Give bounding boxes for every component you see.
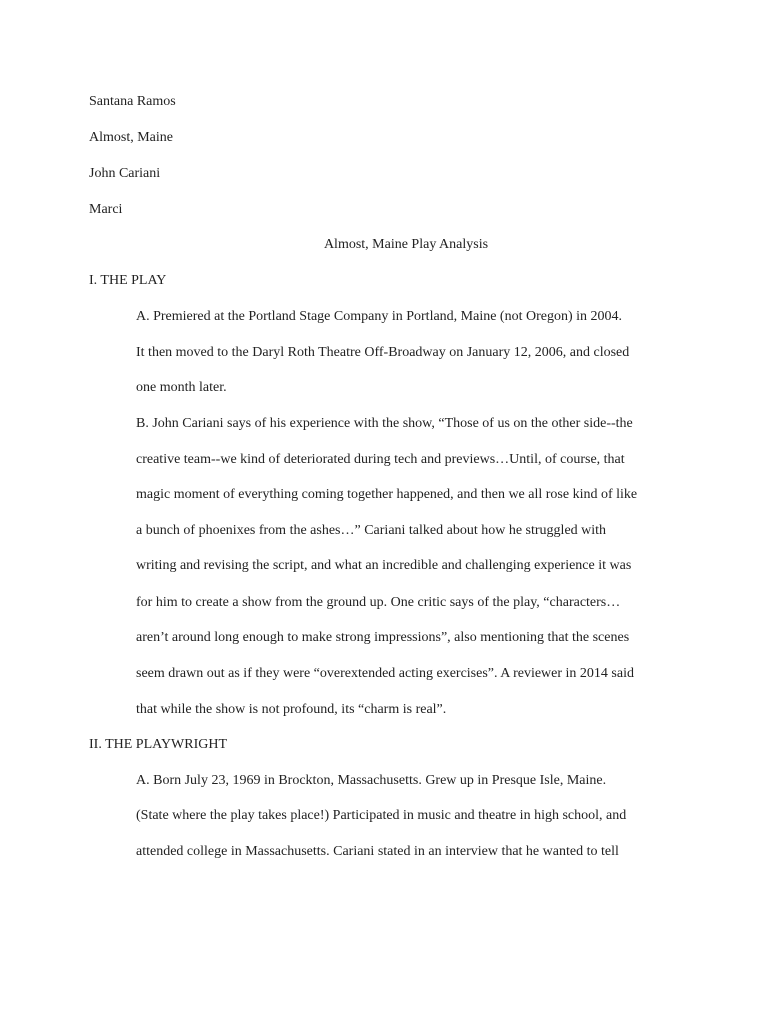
paragraph-line: A. Premiered at the Portland Stage Company in Portland, Maine (not Oregon) in 2004. [136, 309, 623, 324]
author-name: John Cariani [89, 166, 161, 181]
play-name: Almost, Maine [89, 130, 173, 145]
student-name: Santana Ramos [89, 94, 176, 109]
paragraph-line: aren’t around long enough to make strong impressions”, also mentioning that the scenes [136, 630, 630, 645]
paragraph-line: one month later. [136, 380, 227, 395]
paragraph-line: creative team--we kind of deteriorated during tech and previews…Until, of course, that [136, 452, 625, 467]
paragraph-line: writing and revising the script, and what an incredible and challenging experience it was [136, 558, 632, 573]
paragraph-line: seem drawn out as if they were “overextended acting exercises”. A reviewer in 2014 said [136, 666, 634, 681]
paragraph-line: attended college in Massachusetts. Cariani stated in an interview that he wanted to tell [136, 844, 619, 859]
paragraph-line: a bunch of phoenixes from the ashes…” Cariani talked about how he struggled with [136, 523, 607, 538]
section-heading-play: I. THE PLAY [89, 273, 167, 288]
paragraph-line: for him to create a show from the ground up. One critic says of the play, “characters… [136, 595, 621, 610]
paragraph-line: B. John Cariani says of his experience with the show, “Those of us on the other side--the [136, 416, 633, 431]
paragraph-line: (State where the play takes place!) Participated in music and theatre in high school, and [136, 808, 627, 823]
section-heading-playwright: II. THE PLAYWRIGHT [89, 737, 228, 752]
paragraph-line: that while the show is not profound, its “charm is real”. [136, 702, 447, 717]
paragraph-line: It then moved to the Daryl Roth Theatre Off-Broadway on January 12, 2006, and closed [136, 345, 630, 360]
paragraph-line: magic moment of everything coming together happened, and then we all rose kind of like [136, 487, 638, 502]
document-title: Almost, Maine Play Analysis [323, 237, 489, 252]
instructor-name: Marci [89, 202, 123, 217]
paragraph-line: A. Born July 23, 1969 in Brockton, Massachusetts. Grew up in Presque Isle, Maine. [136, 773, 607, 788]
